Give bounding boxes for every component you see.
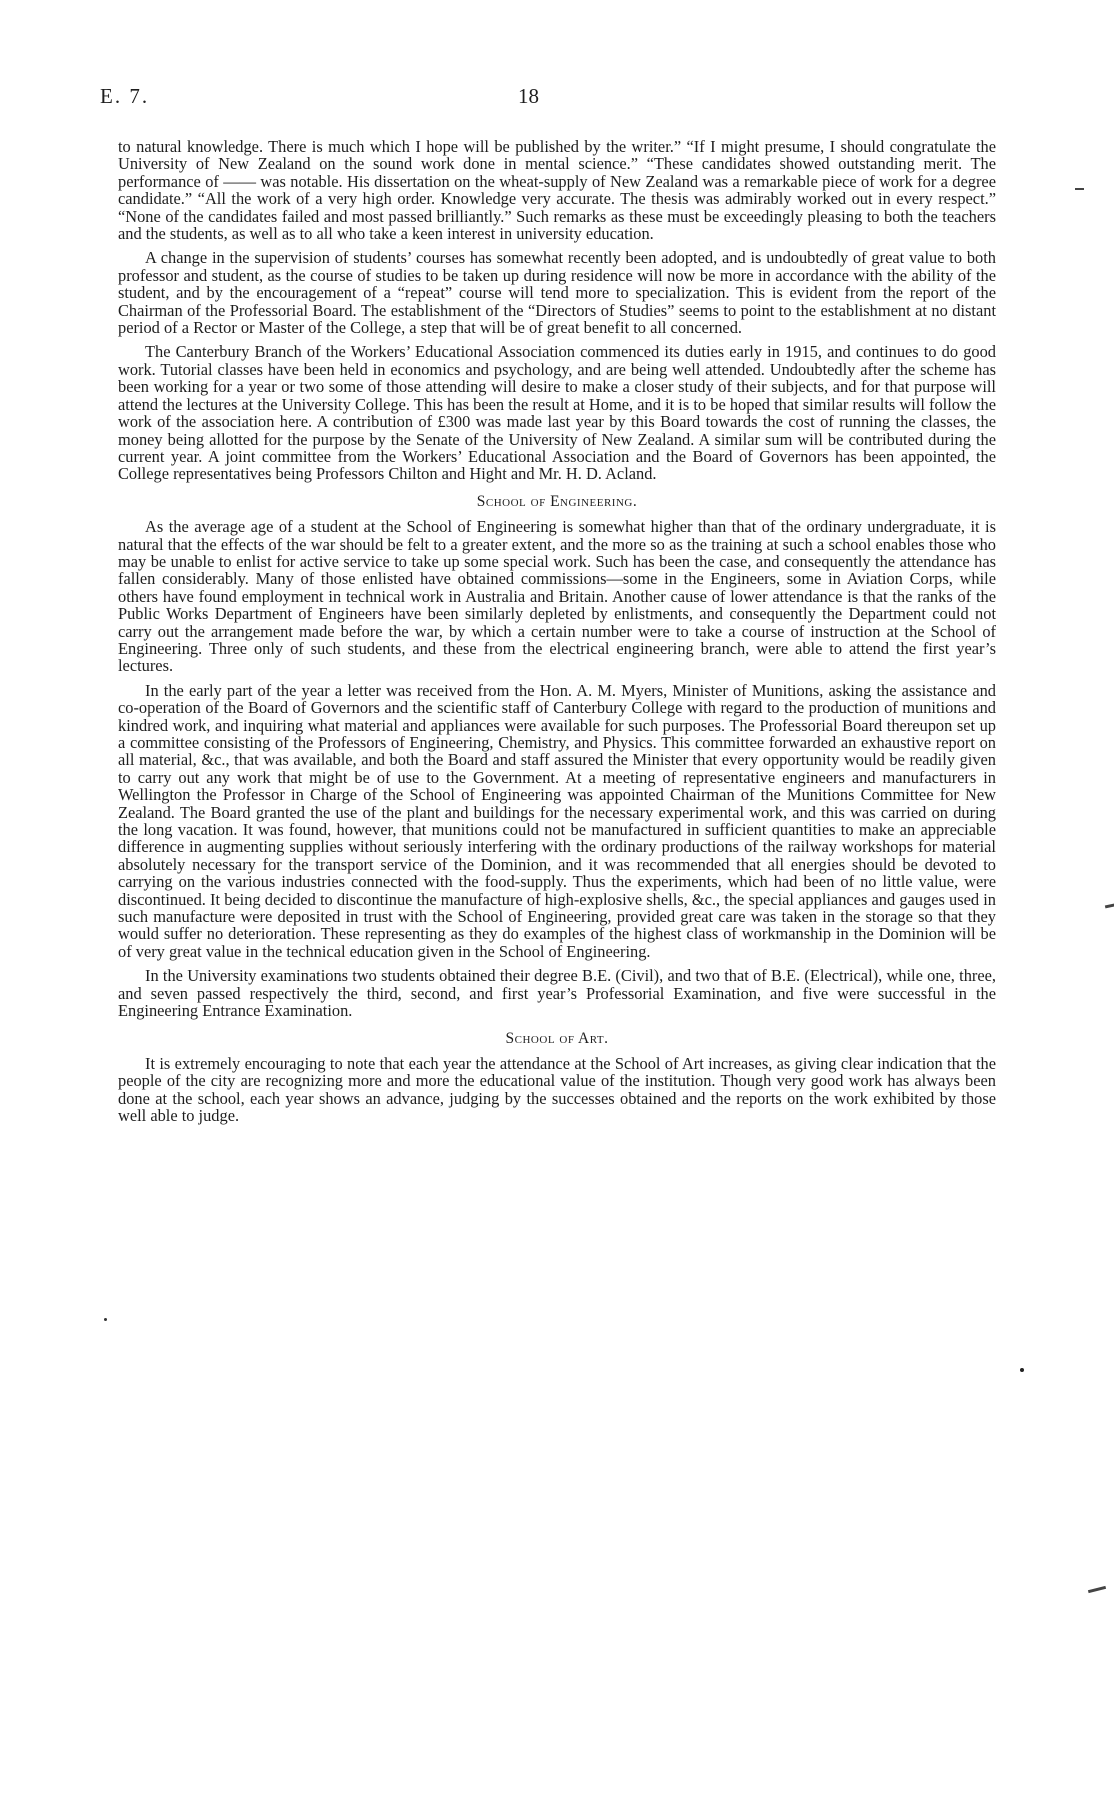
paragraph: In the University examinations two students obtained their degree B.E. (Civil), and two that of B.E. (Electrical), while one, three, and seven passed respectively the third, second, and first year’s Professorial Examination, and five were successful in the Engineering Entrance Examination. (118, 966, 996, 1021)
section-heading-engineering: School of Engineering. (476, 492, 638, 510)
margin-mark (104, 1318, 107, 1321)
margin-mark (1105, 903, 1114, 909)
paragraph: In the early part of the year a letter was received from the Hon. A. M. Myers, Minister of Munitions, asking the assistance and co-operation of the Board of Governors and the scientific staff of Canterbury College with regard to the production of munitions and kindred work, and inquiring what material and appliances were available for such purposes. The Professorial Board thereupon set up a committee consisting of the Professors of Engineering, Chemistry, and Physics. This committee forwarded an exhaustive report on all material, &c., that was available, and both the Board and staff assured the Minister that every opportunity would be readily given to carry out any work that might be of use to the Government. At a meeting of representative engineers and manufacturers in Wellington the Professor in Charge of the School of Engineering was appointed Chairman of the Munitions Committee for New Zealand. The Board granted the use of the plant and buildings for the necessary experimental work, and this was carried on during the long vacation. It was found, however, that munitions could not be manufactured in sufficient quantities to make an appreciable difference in augmenting supplies without seriously interfering with the ordinary productions of the railway workshops for material absolutely necessary for the transport service of the Dominion, and it was recommended that all energies should be devoted to carrying on the various industries connected with the food-supply. Thus the experiments, which had been of no little value, were discontinued. It being decided to discontinue the manufacture of high-explosive shells, &c., the special appliances and gauges used in such manufacture were deposited in trust with the School of Engineering, provided great care was taken in the storage so that they would suffer no deterioration. These representing as they do examples of the highest class of workmanship in the Dominion will be of very great value in the technical education given in the School of Engineering. (118, 680, 996, 961)
margin-mark (1088, 1586, 1106, 1593)
paragraph: A change in the supervision of students’ courses has somewhat recently been adopted, and is undoubtedly of great value to both professor and student, as the course of studies to be taken up during residence will now be more in accordance with the ability of the student, and by the encouragement of a “repeat” course will tend more to specialization. This is evident from the report of the Chairman of the Professorial Board. The establishment of the “Directors of Studies” seems to point to the establishment at no distant period of a Rector or Master of the College, a step that will be of great benefit to all concerned. (118, 248, 996, 338)
body-text (118, 138, 996, 1132)
margin-mark (1075, 188, 1084, 190)
section-heading-art: School of Art. (505, 1029, 609, 1047)
margin-mark (1020, 1368, 1024, 1372)
page-header (100, 84, 1000, 114)
page-number: 18 (518, 84, 539, 108)
paragraph: It is extremely encouraging to note that each year the attendance at the School of Art increases, as giving clear indication that the people of the city are recognizing more and more the educational value of the institution. Though very good work has always been done at the school, each year shows an advance, judging by the successes obtained and the reports on the work exhibited by those well able to judge. (118, 1053, 996, 1126)
document-code: E. 7. (100, 84, 150, 108)
paragraph: As the average age of a student at the School of Engineering is somewhat higher than that of the ordinary undergraduate, it is natural that the effects of the war should be felt to a greater extent, and the more so as the training at such a school enables those who may be unable to enlist for active service to take up some special work. Such has been the case, and consequently the attendance has fallen considerably. Many of those enlisted have obtained commissions—some in the Engineers, some in Aviation Corps, while others have found employment in technical work in Australia and Britain. Another cause of lower attendance is that the ranks of the Public Works Department of Engineers have been similarly depleted by enlistments, and consequently the Department could not carry out the arrangement made before the war, by which a certain number were to take a course of instruction at the School of Engineering. Three only of such students, and these from the electrical engineering branch, were able to attend the first year’s lectures. (118, 517, 996, 676)
paragraph: The Canterbury Branch of the Workers’ Educational Association commenced its duties early in 1915, and continues to do good work. Tutorial classes have been held in economics and psychology, and are being well attended. Undoubtedly after the scheme has been working for a year or two some of those attending will desire to make a closer study of their subjects, and for that purpose will attend the lectures at the University College. This has been the result at Home, and it is to be hoped that similar results will follow the work of the association here. A contribution of £300 was made last year by this Board towards the cost of running the classes, the money being allotted for the purpose by the Senate of the University of New Zealand. A similar sum will be contributed during the current year. A joint committee from the Workers’ Educational Association and the Board of Governors has been appointed, the College representatives being Professors Chilton and Hight and Mr. H. D. Acland. (118, 342, 996, 484)
paragraph: to natural knowledge. There is much which I hope will be published by the writer.” “If I might presume, I should congratulate the University of New Zealand on the sound work done in mental science.” “These candidates showed outstanding merit. The performance of —— was notable. His dissertation on the wheat-supply of New Zealand was a remarkable piece of work for a degree candidate.” “All the work of a very high order. Knowledge very accurate. The thesis was admirably worked out in every respect.” “None of the candidates failed and most passed brilliantly.” Such remarks as these must be exceedingly pleasing to both the teachers and the students, as well as to all who take a keen interest in university education. (118, 137, 996, 244)
